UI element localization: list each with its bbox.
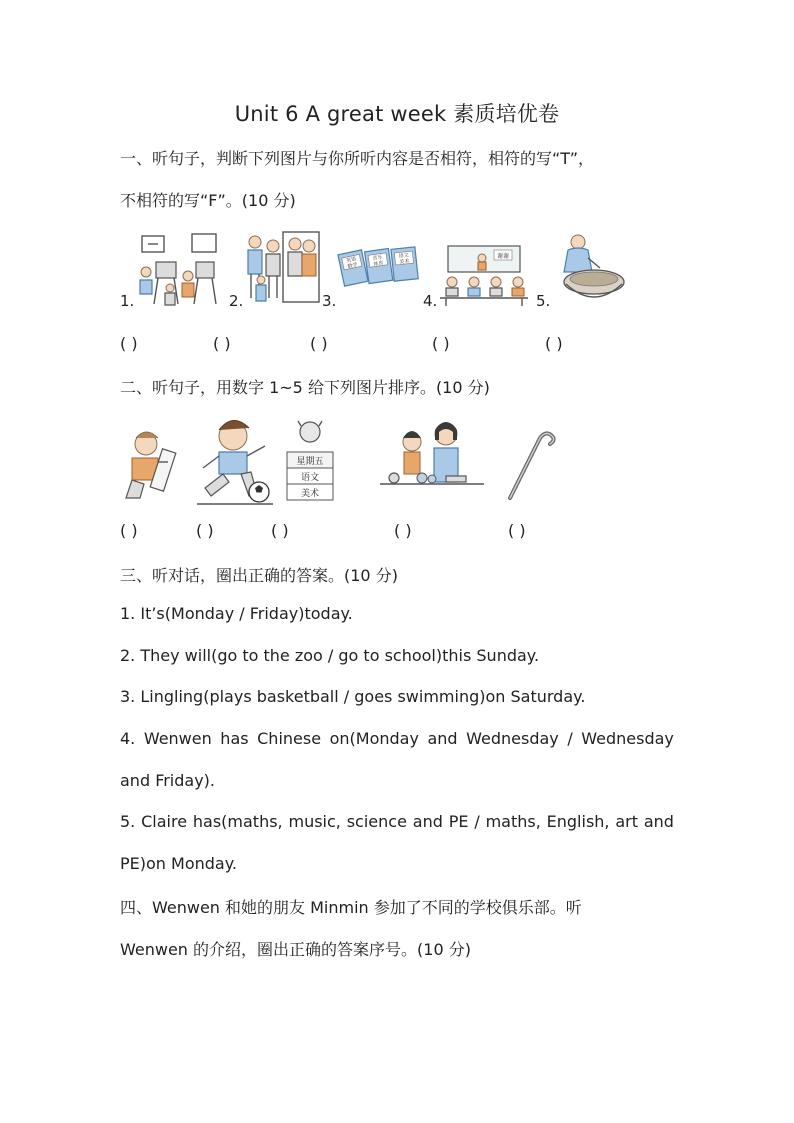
part2-picture-2-boy-football [193,416,275,506]
q4-word: and [427,729,458,748]
book-label-chinese: 语文 [398,252,410,260]
q5-word: science [346,812,407,831]
q4-word: Wednesday [466,729,559,748]
part2-answer-blank-4[interactable]: ( ) [394,521,412,540]
part1-answer-blank-1[interactable]: ( ) [120,334,138,353]
part1-picture-4-class-with-board [438,244,530,306]
part3-question-5-line1 [120,812,674,831]
q5-word: has(maths, [192,812,283,831]
q4-word: / [567,729,573,748]
part4-instruction-line1: 四、Wenwen 和她的朋友 Minmin 参加了不同的学校俱乐部。听 [120,898,582,917]
part2-answer-blank-2[interactable]: ( ) [196,521,214,540]
book-label-art: 美术 [399,258,410,266]
part1-picture-1-classroom-painting [134,232,226,310]
part3-question-1: 1. It’s(Monday / Friday)today. [120,604,353,623]
q5-word: PE [448,812,469,831]
book-label-maths: 数学 [347,262,359,271]
q5-word: music, [288,812,341,831]
q5-word: and [643,812,674,831]
q5-word: English, [546,812,610,831]
q4-word: Wednesday [581,729,674,748]
timetable-day: 星期五 [296,457,324,467]
part1-number-3: 3. [322,292,337,310]
q5-word: art [615,812,638,831]
q4-word: has [220,729,249,748]
part2-answer-blank-5[interactable]: ( ) [508,521,526,540]
part1-answer-blank-4[interactable]: ( ) [432,334,450,353]
part1-picture-2-family [243,230,323,310]
part2-answer-blank-3[interactable]: ( ) [271,521,289,540]
q5-word: maths, [485,812,541,831]
timetable-subject-1: 语文 [300,473,320,483]
part1-number-2: 2. [229,292,244,310]
part1-number-1: 1. [120,292,135,310]
q4-word: Wenwen [143,729,212,748]
part3-question-3: 3. Lingling(plays basketball / goes swimming)on Saturday. [120,687,586,706]
board-label: 谢谢 [496,253,510,260]
book-label-english: 英语 [345,256,357,265]
part1-instruction-line2: 不相符的写“F”。(10 分) [120,191,296,210]
part1-instruction-line1: 一、听句子，判断下列图片与你所听内容是否相符，相符的写“T”， [120,149,595,168]
timetable-subject-2: 美术 [300,489,320,499]
q5-word: 5. [120,812,136,831]
book-label-music: 音乐 [372,254,383,262]
part2-picture-4-mother-girl-cooking [376,418,488,504]
q5-word: and [412,812,443,831]
part3-question-4-line2: and Friday). [120,771,216,790]
q5-word: Claire [141,812,188,831]
part4-instruction-line2: Wenwen 的介绍，圈出正确的答案序号。(10 分) [120,940,471,959]
q4-word: 4. [120,729,136,748]
part3-question-4-line1 [120,729,674,748]
q4-word: on(Monday [329,729,419,748]
part1-number-4: 4. [423,292,438,310]
part3-instruction: 三、听对话，圈出正确的答案。(10 分) [120,566,398,585]
part1-answer-blank-5[interactable]: ( ) [545,334,563,353]
part1-picture-5-man-cooking [550,232,626,308]
page-title: Unit 6 A great week 素质培优卷 [234,102,560,126]
part2-picture-1-boy-injured [122,428,184,504]
part1-number-5: 5. [536,292,551,310]
part2-picture-5-walking-stick [504,430,556,502]
part1-picture-3-books [335,246,421,296]
part2-instruction: 二、听句子，用数字 1~5 给下列图片排序。(10 分) [120,378,490,397]
part3-question-2: 2. They will(go to the zoo / go to school)this Sunday. [120,646,540,665]
q5-word: / [474,812,480,831]
q4-word: Chinese [257,729,322,748]
part2-picture-3-timetable [284,420,336,506]
book-label-pe: 体育 [373,260,384,268]
part3-question-5-line2: PE)on Monday. [120,854,237,873]
part2-answer-blank-1[interactable]: ( ) [120,521,138,540]
part1-answer-blank-3[interactable]: ( ) [310,334,328,353]
part1-answer-blank-2[interactable]: ( ) [213,334,231,353]
